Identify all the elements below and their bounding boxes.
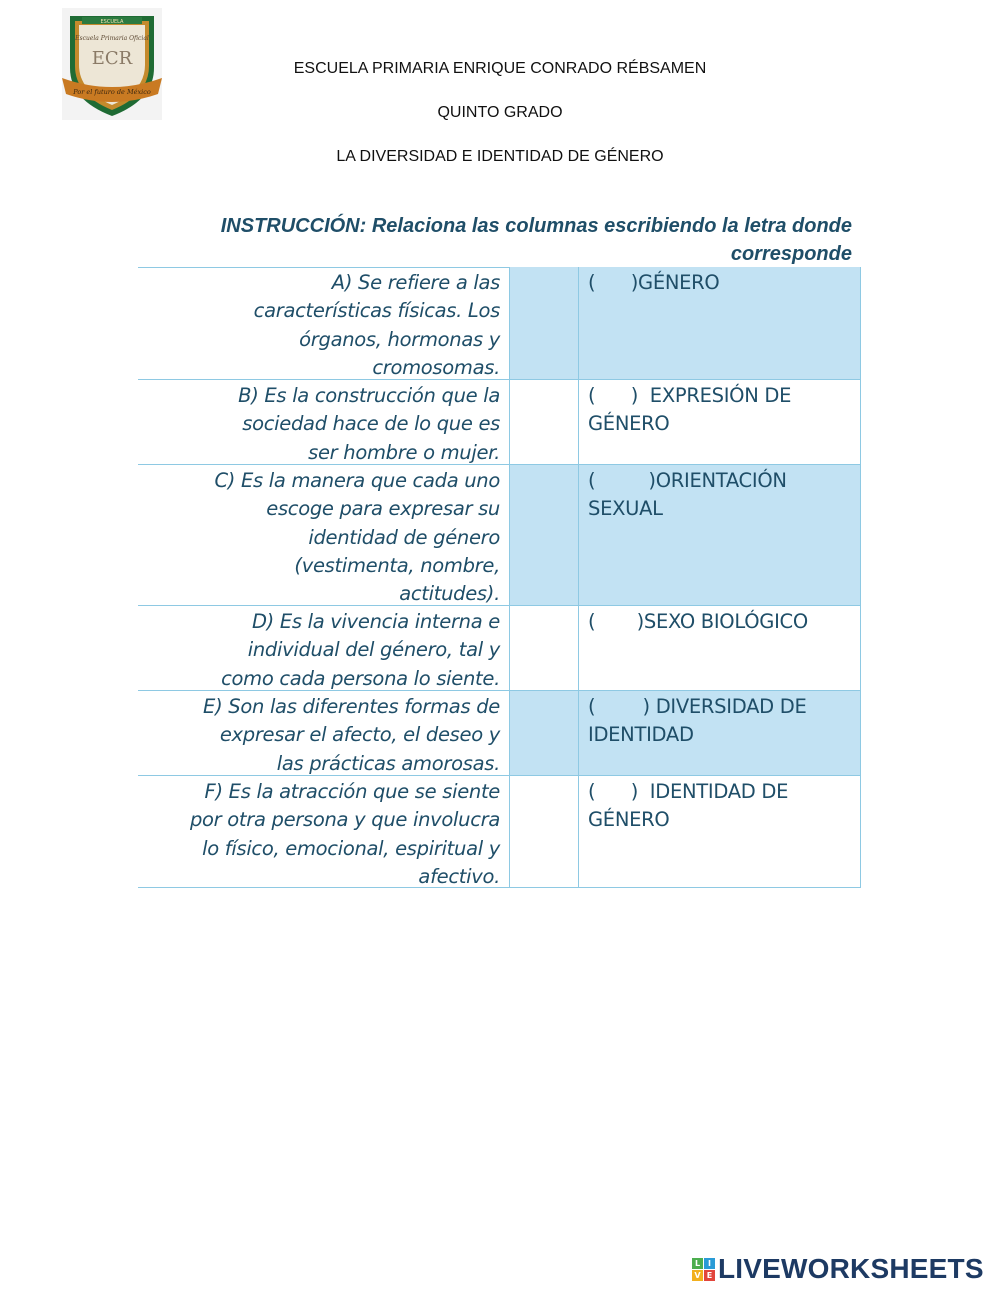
instruction-heading: INSTRUCCIÓN: Relaciona las columnas escribiendo la letra donde corresponde (220, 215, 852, 265)
svg-text:ECR: ECR (91, 48, 133, 69)
topic-title: LA DIVERSIDAD E IDENTIDAD DE GÉNERO (336, 148, 664, 165)
answer-box-b[interactable] (509, 380, 578, 464)
term-f: ( ) IDENTIDAD DE GÉNERO (578, 776, 861, 887)
logo-block-e: E (704, 1270, 715, 1281)
school-name: ESCUELA PRIMARIA ENRIQUE CONRADO RÉBSAMEN (293, 60, 707, 77)
logo-block-v: V (692, 1270, 703, 1281)
term-e: ( ) DIVERSIDAD DE IDENTIDAD (578, 691, 861, 775)
term-b: ( ) EXPRESIÓN DE GÉNERO (578, 380, 861, 464)
definition-d: D) Es la vivencia interna e individual del género, tal y como cada persona lo siente. (221, 610, 500, 690)
table-row-c (138, 465, 861, 606)
logo-block-l: L (692, 1258, 703, 1269)
definition-e: E) Son las diferentes formas de expresar el afecto, el deseo y las prácticas amorosas. (203, 695, 500, 775)
definition-b: B) Es la construcción que la sociedad hace de lo que es ser hombre o mujer. (238, 384, 500, 464)
answer-box-c[interactable] (509, 465, 578, 605)
liveworksheets-logo-icon (692, 1258, 715, 1281)
definition-a: A) Se refiere a las características físicas. Los órganos, hormonas y cromosomas. (253, 271, 500, 379)
liveworksheets-logo[interactable] (692, 1254, 984, 1284)
table-row-d (138, 606, 861, 691)
answer-box-f[interactable] (509, 776, 578, 887)
answer-box-e[interactable] (509, 691, 578, 775)
term-c: ( )ORIENTACIÓN SEXUAL (578, 465, 861, 605)
table-row-a (138, 267, 861, 380)
grade-title: QUINTO GRADO (437, 104, 563, 121)
svg-text:Escuela Primaria Oficial: Escuela Primaria Oficial (75, 35, 149, 42)
term-d: ( )SEXO BIOLÓGICO (578, 606, 861, 690)
brand-name: LIVEWORKSHEETS (718, 1253, 984, 1284)
table-row-e (138, 691, 861, 776)
table-row-b (138, 380, 861, 465)
svg-text:Por el futuro de México: Por el futuro de México (73, 88, 151, 96)
logo-block-i: I (704, 1258, 715, 1269)
definition-c: C) Es la manera que cada uno escoge para expresar su identidad de género (vestimenta, nombre, actitudes). (214, 469, 500, 606)
term-a: ( )GÉNERO (578, 267, 861, 379)
svg-text:ESCUELA: ESCUELA (100, 19, 124, 25)
answer-box-d[interactable] (509, 606, 578, 690)
table-row-f (138, 776, 861, 888)
answer-box-a[interactable] (509, 267, 578, 379)
definition-f: F) Es la atracción que se siente por otra persona y que involucra lo físico, emocional, espiritual y afectivo. (189, 780, 500, 888)
